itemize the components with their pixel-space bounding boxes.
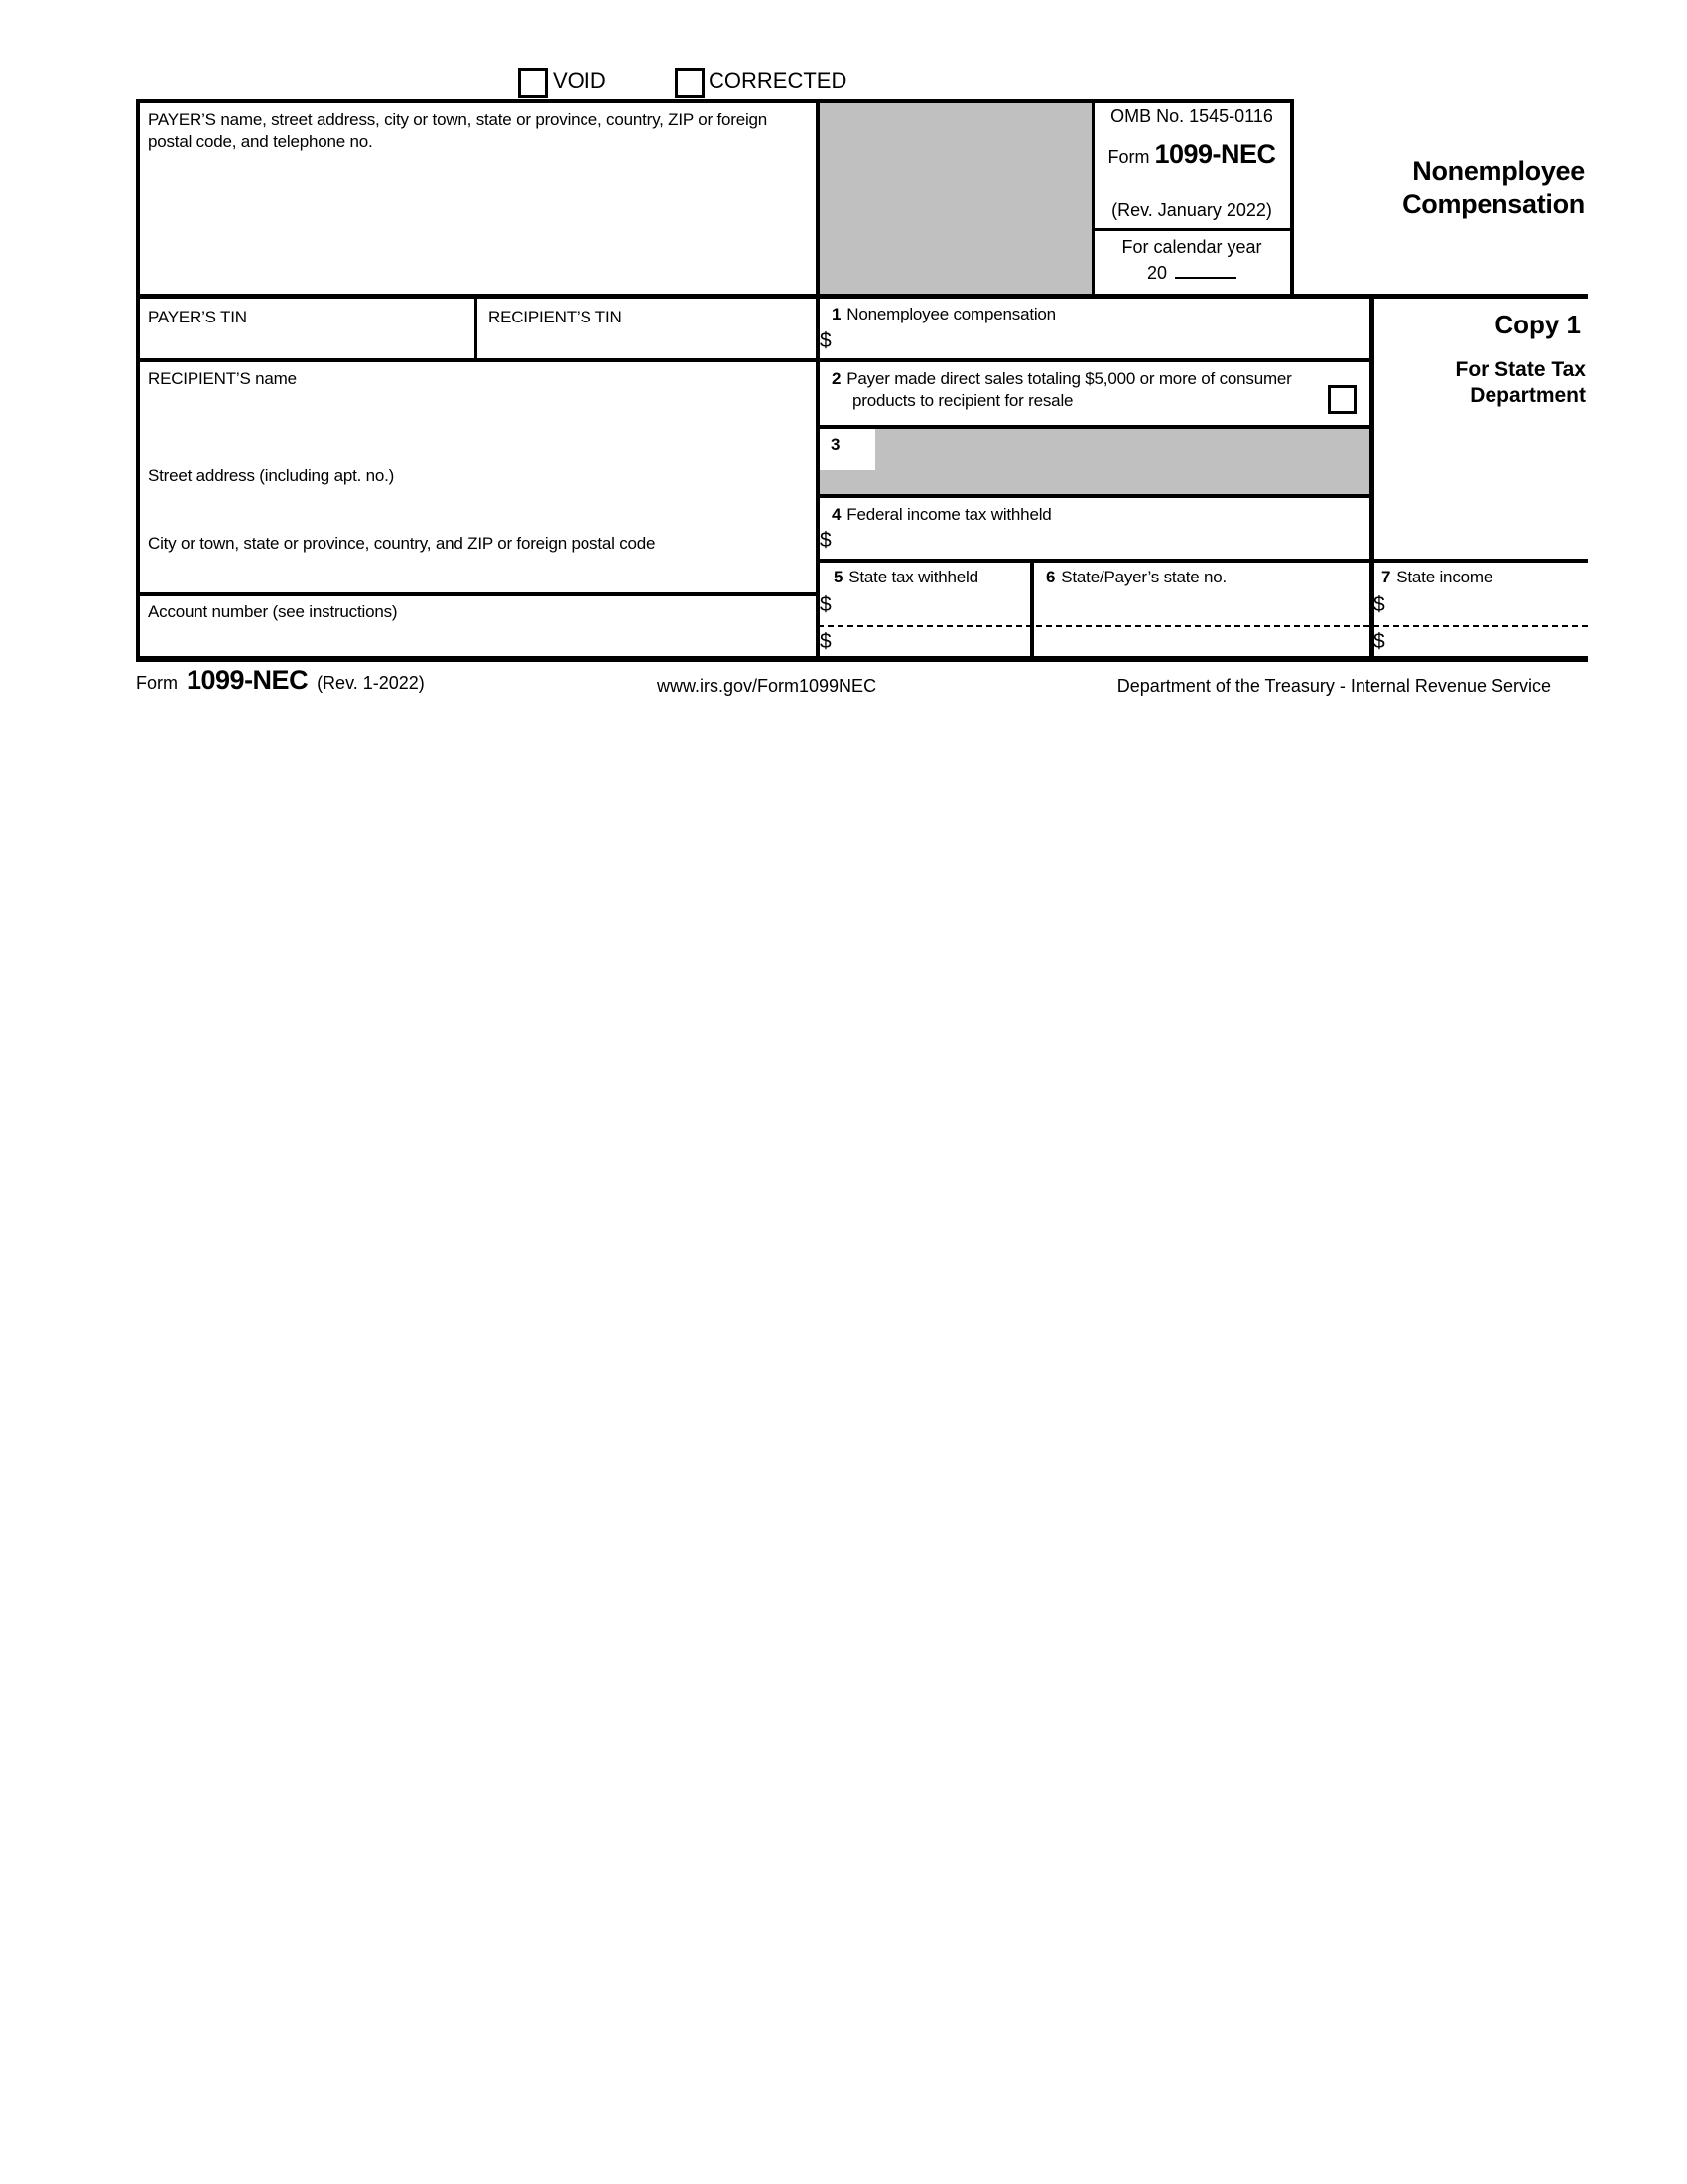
box7-dollar-sign-top: $ [1373,593,1385,616]
box6-state-no-top-field[interactable] [1040,594,1365,620]
box5-number: 5 [834,568,844,586]
box2-checkbox[interactable] [1328,385,1357,414]
box5-dollar-sign-bottom: $ [820,630,832,653]
footer-department-label: Department of the Treasury - Internal Revenue Service [1116,676,1551,696]
top-shaded-box [818,101,1092,296]
footer-form-id [136,665,425,696]
box3-number: 3 [831,435,841,453]
calendar-year-field[interactable] [1175,259,1236,279]
box1-dollar-sign: $ [820,329,832,352]
form-left-border [136,99,140,662]
account-number-label: Account number (see instructions) [148,602,398,621]
form-title [1402,154,1585,221]
box3-shaded-area [818,429,1369,494]
box2-bottom-border [816,425,1369,429]
recipient-tin-label: RECIPIENT’S TIN [488,308,622,326]
recipient-name-field[interactable] [144,394,809,455]
box3-bottom-border [816,494,1369,498]
payer-info-label: PAYER’S name, street address, city or town, state or province, country, ZIP or foreign postal code, and telephone no. [148,110,768,151]
void-checkbox[interactable] [518,68,548,98]
footer-form-number: 1099-NEC [187,665,309,695]
box3-number-notch [818,429,875,470]
form-number: 1099-NEC [1154,139,1276,169]
corrected-checkbox[interactable] [675,68,705,98]
omb-number-label: OMB No. 1545-0116 [1110,106,1273,126]
box7-amount-bottom-field[interactable] [1395,631,1584,653]
payer-tin-field[interactable] [144,332,466,356]
box2-number: 2 [832,369,842,388]
box1-number: 1 [832,305,842,323]
form-title-line1: Nonemployee [1412,156,1585,186]
box6-state-no-bottom-field[interactable] [1040,631,1365,653]
form-number-block [1093,139,1291,170]
form-word: Form [1107,147,1150,167]
box4-amount-field[interactable] [842,530,1363,556]
copy-label: Copy 1 [1494,310,1581,339]
payer-tin-label: PAYER’S TIN [148,308,247,326]
footer-revision: (Rev. 1-2022) [317,673,425,693]
account-row-top-border [136,592,820,596]
copy-line2: Department [1470,384,1586,407]
footer-website-link[interactable]: www.irs.gov/Form1099NEC [657,676,877,696]
box4-label: 4 Federal income tax withheld [832,505,1052,524]
box6-number: 6 [1046,568,1056,586]
box5-label: 5 State tax withheld [834,568,978,586]
void-label: VOID [553,68,606,93]
payer-info-field[interactable] [144,159,809,288]
account-number-field[interactable] [144,625,809,653]
box5-amount-bottom-field[interactable] [842,631,1025,653]
box5-box6-divider [1030,559,1034,662]
revision-label: (Rev. January 2022) [1111,200,1272,220]
box7-amount-top-field[interactable] [1395,594,1584,620]
tin-row-bottom-border [136,358,1374,362]
box6-label: 6 State/Payer’s state no. [1046,568,1228,586]
box4-bottom-border [816,559,1588,563]
middle-column-divider [816,99,820,662]
copy-line1: For State Tax [1455,358,1586,381]
state-row-dashed-line [818,625,1588,627]
box7-label: 7 State income [1381,568,1493,586]
box5-dollar-sign-top: $ [820,593,832,616]
street-address-field[interactable] [144,491,809,527]
box2-label: 2 Payer made direct sales totaling $5,000 or more of consumer products to recipient for resale [832,369,1292,410]
form-top-border [136,99,1294,103]
tin-divider [474,294,477,362]
recipient-name-label: RECIPIENT’S name [148,369,297,388]
city-field[interactable] [144,558,809,589]
box7-number: 7 [1381,568,1391,586]
copy-recipient-block [1456,357,1586,409]
city-label: City or town, state or province, country, and ZIP or foreign postal code [148,534,656,553]
box4-dollar-sign: $ [820,529,832,552]
box1-amount-field[interactable] [842,330,1363,356]
recipient-tin-field[interactable] [482,332,810,356]
calendar-year-line [1093,259,1291,284]
calendar-year-label: For calendar year [1121,237,1262,257]
year-prefix: 20 [1146,263,1168,283]
box4-number: 4 [832,505,842,524]
box7-dollar-sign-bottom: $ [1373,630,1385,653]
street-address-label: Street address (including apt. no.) [148,466,395,485]
footer-form-word: Form [136,673,178,693]
corrected-label: CORRECTED [709,68,847,93]
box5-amount-top-field[interactable] [842,594,1025,620]
form-title-line2: Compensation [1402,190,1585,219]
omb-box-separator [1092,228,1294,231]
box1-label: 1 Nonemployee compensation [832,305,1056,323]
